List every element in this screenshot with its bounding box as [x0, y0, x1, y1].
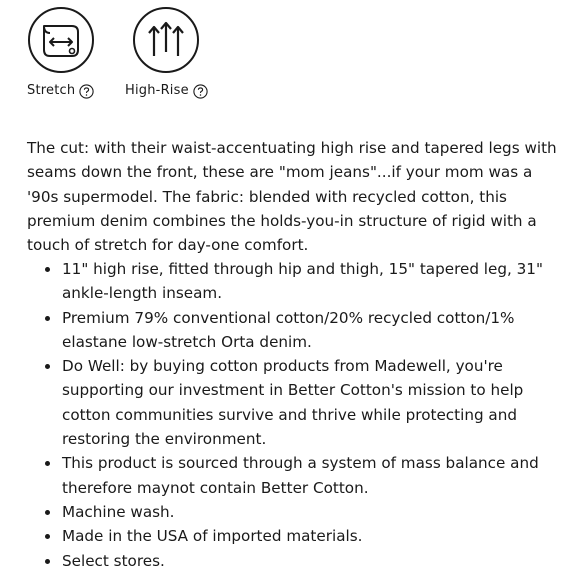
list-item: 11" high rise, fitted through hip and thigh, 15" tapered leg, 31" ankle-length inseam.	[27, 257, 567, 306]
product-details-list	[27, 257, 567, 573]
product-features	[27, 6, 247, 106]
feature-stretch	[27, 6, 137, 106]
feature-high-rise	[125, 6, 235, 106]
product-description: The cut: with their waist-accentuating high rise and tapered legs with seams down the front, these are "mom jeans"...if your mom was a '90s supermodel. The fabric: blended with recycled cotton, this premium denim combines the holds-you-in structure of rigid with a touch of stretch for day-one comfort.	[27, 139, 557, 255]
list-item: Premium 79% conventional cotton/20% recycled cotton/1% elastane low-stretch Orta denim.	[27, 306, 567, 355]
list-item: Select stores.	[27, 549, 567, 573]
feature-label-high-rise	[125, 82, 208, 99]
question-circle-icon[interactable]	[193, 84, 208, 99]
high-rise-arrows-icon	[132, 6, 200, 74]
list-item: Do Well: by buying cotton products from Madewell, you're supporting our investment in Better Cotton's mission to help cotton communities survive and thrive while protecting and restoring the environment.	[27, 354, 567, 451]
list-item: This product is sourced through a system of mass balance and therefore maynot contain Better Cotton.	[27, 451, 567, 500]
list-item: Machine wash.	[27, 500, 567, 524]
feature-label-stretch	[27, 82, 94, 99]
list-item: Made in the USA of imported materials.	[27, 524, 567, 548]
question-circle-icon[interactable]	[79, 84, 94, 99]
feature-label-text: High-Rise	[125, 83, 189, 98]
feature-label-text: Stretch	[27, 83, 76, 98]
stretch-fabric-icon	[27, 6, 95, 74]
